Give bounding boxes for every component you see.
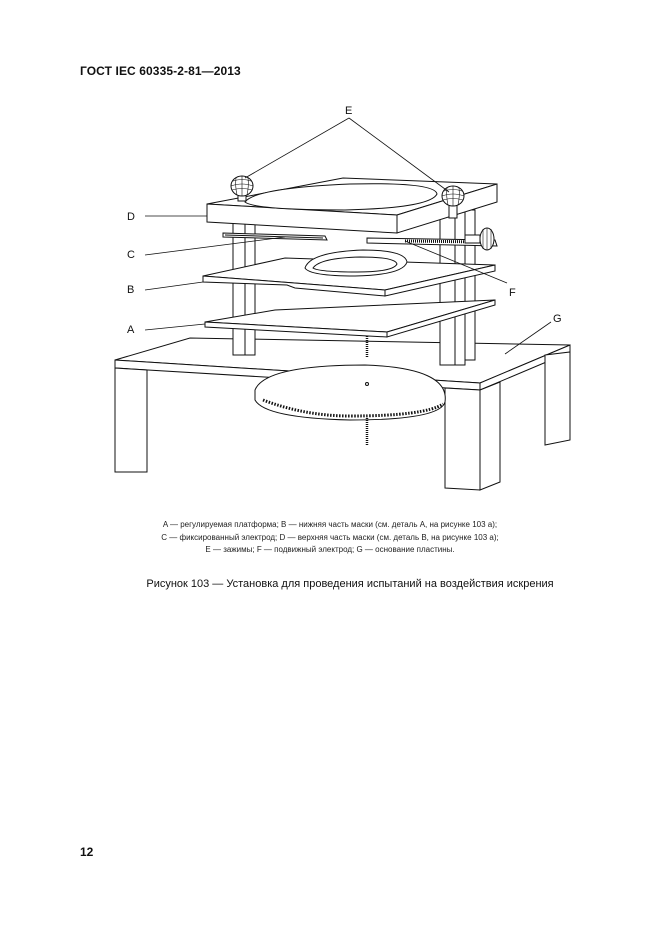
figure-caption: Рисунок 103 — Установка для проведения испытаний на воздействия искрения [146,578,554,590]
label-b: B [127,284,135,296]
test-apparatus-drawing [105,100,585,510]
label-c: C [127,249,135,261]
right-column [440,210,475,365]
page-number: 12 [80,845,94,859]
label-d: D [127,211,135,223]
standard-header: ГОСТ IEC 60335-2-81—2013 [80,64,241,78]
label-e: E [345,105,353,117]
apparatus-svg [105,100,585,510]
label-g: G [553,313,562,325]
left-column [233,220,255,355]
label-f: F [509,287,516,299]
label-a: A [127,324,135,336]
legend-line: A — регулируемая платформа; B — нижняя часть маски (см. деталь А, на рисунке 103 а); [162,520,498,529]
legend-line: E — зажимы; F — подвижный электрод; G — основание пластины. [205,545,455,554]
legend-line: C — фиксированный электрод; D — верхняя часть маски (см. деталь В, на рисунке 103 а); [161,532,499,542]
figure-legend [120,519,540,557]
